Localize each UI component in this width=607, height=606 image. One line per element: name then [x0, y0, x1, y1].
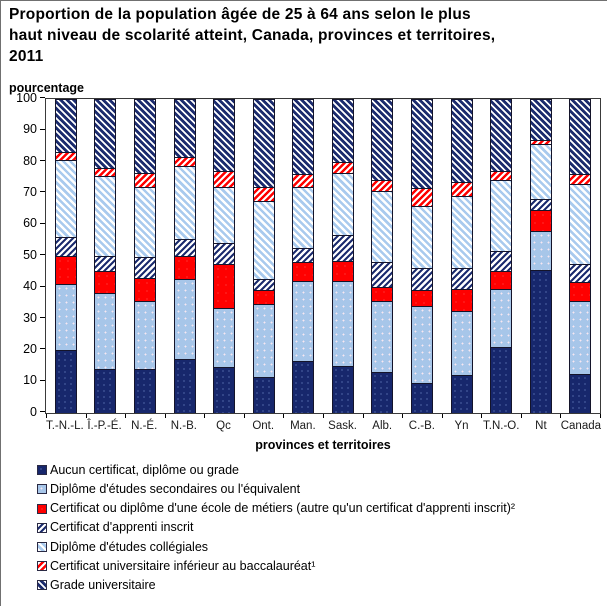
bar-segment — [371, 262, 393, 287]
bar-segment — [451, 196, 473, 268]
bar-segment — [411, 99, 433, 188]
bar-segment — [94, 271, 116, 293]
x-tick-mark — [125, 414, 126, 418]
legend-swatch — [37, 580, 47, 590]
x-label: Qc — [216, 419, 231, 432]
bar-Man. — [292, 99, 314, 413]
bar-segment — [94, 369, 116, 413]
bar-segment — [332, 281, 354, 366]
plot-area — [45, 98, 601, 414]
bar-segment — [569, 374, 591, 413]
bar-slot — [561, 99, 601, 413]
x-label: Ont. — [252, 419, 275, 432]
bar-segment — [134, 278, 156, 302]
legend-swatch — [37, 561, 47, 571]
legend-swatch — [37, 542, 47, 552]
chart-area — [9, 90, 607, 452]
bar-segment — [292, 262, 314, 281]
bar-segment — [292, 361, 314, 413]
bar-segment — [371, 99, 393, 181]
plot-column — [45, 98, 601, 452]
x-label: Alb. — [372, 419, 393, 432]
x-label: N.-É. — [131, 419, 158, 432]
bar-segment — [134, 369, 156, 413]
bar-segment — [253, 201, 275, 280]
bar-segment — [490, 171, 512, 180]
bar-segment — [55, 350, 77, 413]
bar-segment — [569, 301, 591, 373]
x-tick-mark — [363, 414, 364, 418]
bar-segment — [332, 173, 354, 236]
bar-segment — [490, 271, 512, 288]
bar-slot — [46, 99, 86, 413]
bar-segment — [292, 281, 314, 361]
bar-segment — [490, 289, 512, 347]
bar-Sask. — [332, 99, 354, 413]
y-tick-label: 30 — [23, 310, 37, 325]
bar-slot — [244, 99, 284, 413]
x-axis-title: provinces et territoires — [255, 437, 391, 452]
bar-segment — [569, 184, 591, 264]
legend-item — [37, 521, 607, 534]
y-tick-label: 90 — [23, 122, 37, 137]
bar-segment — [253, 377, 275, 413]
bar-slot — [323, 99, 363, 413]
y-tick — [30, 405, 45, 419]
bar-segment — [411, 206, 433, 269]
legend-label: Diplôme d'études secondaires ou l'équivalent — [50, 481, 301, 496]
bar-segment — [371, 372, 393, 413]
bar-slot — [283, 99, 323, 413]
bar-segment — [332, 366, 354, 413]
bar-segment — [451, 268, 473, 288]
y-tick-label: 10 — [23, 373, 37, 388]
bar-segment — [174, 279, 196, 359]
x-label: Canada — [560, 419, 602, 432]
legend-label: Diplôme d'études collégiales — [50, 539, 209, 554]
bar-segment — [55, 284, 77, 350]
bar-segment — [292, 174, 314, 187]
bar-slot — [521, 99, 561, 413]
bar-segment — [174, 157, 196, 166]
y-tick — [23, 373, 45, 387]
bar-segment — [451, 375, 473, 413]
bar-slot — [442, 99, 482, 413]
y-tick-label: 100 — [16, 90, 37, 105]
bar-segment — [292, 187, 314, 248]
x-label: Nt — [535, 419, 547, 432]
chart-title: Proportion de la population âgée de 25 à 64 ans selon le plus haut niveau de scolarité atteint, Canada, provinces et territoires, 2011 — [9, 6, 496, 65]
legend-label: Grade universitaire — [50, 577, 156, 592]
y-tick — [23, 216, 45, 230]
bar-segment — [451, 311, 473, 375]
x-label: Yn — [454, 419, 469, 432]
bar-segment — [451, 99, 473, 182]
bar-slot — [481, 99, 521, 413]
y-tick — [23, 185, 45, 199]
legend — [37, 464, 607, 592]
legend-item — [37, 579, 607, 592]
bar-segment — [332, 162, 354, 173]
legend-item — [37, 502, 607, 515]
y-tick-label: 50 — [23, 247, 37, 262]
x-label: T.N.-O. — [483, 419, 520, 432]
legend-label: Certificat d'apprenti inscrit — [50, 520, 194, 535]
x-tick-mark — [442, 414, 443, 418]
bar-segment — [134, 99, 156, 173]
bar-segment — [530, 270, 552, 413]
bar-segment — [213, 264, 235, 308]
bar-segment — [569, 174, 591, 183]
legend-item — [37, 464, 607, 477]
x-axis-labels — [45, 420, 601, 432]
bar-segment — [134, 301, 156, 369]
bar-segment — [530, 210, 552, 230]
x-label: Î.-P.-É. — [87, 419, 122, 432]
bar-segment — [213, 243, 235, 263]
bar-N.-É. — [134, 99, 156, 413]
y-tick — [23, 122, 45, 136]
bar-segment — [134, 257, 156, 277]
y-tick-label: 70 — [23, 184, 37, 199]
bar-segment — [253, 304, 275, 376]
x-label: Sask. — [328, 419, 357, 432]
bar-segment — [94, 256, 116, 272]
y-tick — [23, 279, 45, 293]
bar-segment — [411, 383, 433, 413]
bar-segment — [451, 289, 473, 311]
x-label: T.-N.-L. — [45, 419, 84, 432]
legend-label: Certificat universitaire inférieur au baccalauréat¹ — [50, 558, 316, 573]
x-tick-mark — [323, 414, 324, 418]
bar-segment — [411, 290, 433, 306]
bar-segment — [134, 173, 156, 187]
bar-N.-B. — [174, 99, 196, 413]
bar-segment — [530, 144, 552, 199]
bar-segment — [411, 306, 433, 383]
bar-segment — [174, 166, 196, 238]
bar-segment — [94, 293, 116, 368]
y-tick-label: 20 — [23, 341, 37, 356]
bar-segment — [490, 251, 512, 271]
legend-item — [37, 483, 607, 496]
legend-swatch — [37, 484, 47, 494]
legend-swatch — [37, 504, 47, 514]
bar-segment — [253, 187, 275, 201]
y-axis-title: pourcentage — [9, 80, 85, 95]
x-tick-mark — [86, 414, 87, 418]
x-tick-mark — [600, 414, 601, 418]
x-tick-mark — [244, 414, 245, 418]
bar-segment — [253, 99, 275, 187]
x-label: Man. — [290, 419, 316, 432]
x-tick-mark — [204, 414, 205, 418]
bar-slot — [165, 99, 205, 413]
bar-T.N.-O. — [490, 99, 512, 413]
bar-segment — [490, 347, 512, 413]
bar-segment — [490, 99, 512, 171]
x-tick-mark — [165, 414, 166, 418]
x-tick-mark — [560, 414, 561, 418]
bar-segment — [253, 279, 275, 290]
bar-segment — [371, 287, 393, 301]
bar-segment — [213, 99, 235, 171]
bar-segment — [174, 239, 196, 256]
x-tick-mark — [402, 414, 403, 418]
bar-segment — [371, 191, 393, 262]
x-tick-mark — [46, 414, 47, 418]
bar-slot — [204, 99, 244, 413]
bar-segment — [530, 231, 552, 270]
bar-slot — [86, 99, 126, 413]
bar-Nt — [530, 99, 552, 413]
bar-segment — [530, 199, 552, 210]
bar-segment — [530, 99, 552, 140]
bar-segment — [332, 99, 354, 162]
bar-segment — [490, 180, 512, 251]
bar-segment — [569, 99, 591, 174]
bar-segment — [292, 248, 314, 262]
x-tick-mark — [481, 414, 482, 418]
bar-Î.-P.-É. — [94, 99, 116, 413]
y-tick — [16, 91, 45, 105]
bar-segment — [292, 99, 314, 174]
bar-Ont. — [253, 99, 275, 413]
y-tick-label: 0 — [30, 404, 37, 419]
y-tick-label: 80 — [23, 153, 37, 168]
bar-segment — [55, 152, 77, 160]
legend-swatch — [37, 465, 47, 475]
bar-segment — [94, 168, 116, 176]
bar-segment — [371, 180, 393, 191]
bar-C.-B. — [411, 99, 433, 413]
bar-Alb. — [371, 99, 393, 413]
bar-segment — [55, 99, 77, 152]
bar-segment — [134, 187, 156, 258]
bar-Canada — [569, 99, 591, 413]
bar-segment — [174, 99, 196, 157]
bar-segment — [213, 308, 235, 368]
legend-swatch — [37, 523, 47, 533]
x-label: N.-B. — [170, 419, 197, 432]
bar-segment — [213, 187, 235, 244]
legend-item — [37, 560, 607, 573]
bar-segment — [55, 237, 77, 256]
y-tick-label: 40 — [23, 279, 37, 294]
legend-item — [37, 541, 607, 554]
bar-segment — [213, 367, 235, 413]
bar-segment — [213, 171, 235, 187]
bar-segment — [451, 182, 473, 196]
bar-segment — [411, 268, 433, 290]
bar-Yn — [451, 99, 473, 413]
bar-segment — [332, 235, 354, 260]
y-tick — [23, 342, 45, 356]
y-tick — [23, 311, 45, 325]
y-tick — [23, 154, 45, 168]
x-axis-ticks — [46, 414, 601, 418]
bar-Qc — [213, 99, 235, 413]
chart-page — [1, 1, 607, 592]
bar-segment — [253, 290, 275, 304]
y-tick-label: 60 — [23, 216, 37, 231]
bar-segment — [55, 160, 77, 237]
x-tick-mark — [521, 414, 522, 418]
legend-label: Certificat ou diplôme d'une école de métiers (autre qu'un certificat d'apprenti inscrit)² — [50, 501, 516, 516]
bar-segment — [371, 301, 393, 372]
bar-slot — [402, 99, 442, 413]
bar-segment — [55, 256, 77, 284]
bar-slot — [125, 99, 165, 413]
x-tick-mark — [283, 414, 284, 418]
bar-slot — [363, 99, 403, 413]
bar-segment — [94, 99, 116, 168]
bar-T.-N.-L. — [55, 99, 77, 413]
legend-label: Aucun certificat, diplôme ou grade — [50, 462, 239, 477]
bar-segment — [411, 188, 433, 205]
y-tick — [23, 248, 45, 262]
bar-segment — [174, 256, 196, 280]
bar-segment — [332, 261, 354, 281]
bar-segment — [569, 264, 591, 283]
bar-segment — [174, 359, 196, 412]
bar-segment — [569, 282, 591, 301]
y-axis — [9, 90, 45, 419]
bar-segment — [94, 176, 116, 256]
x-label: C.-B. — [408, 419, 435, 432]
